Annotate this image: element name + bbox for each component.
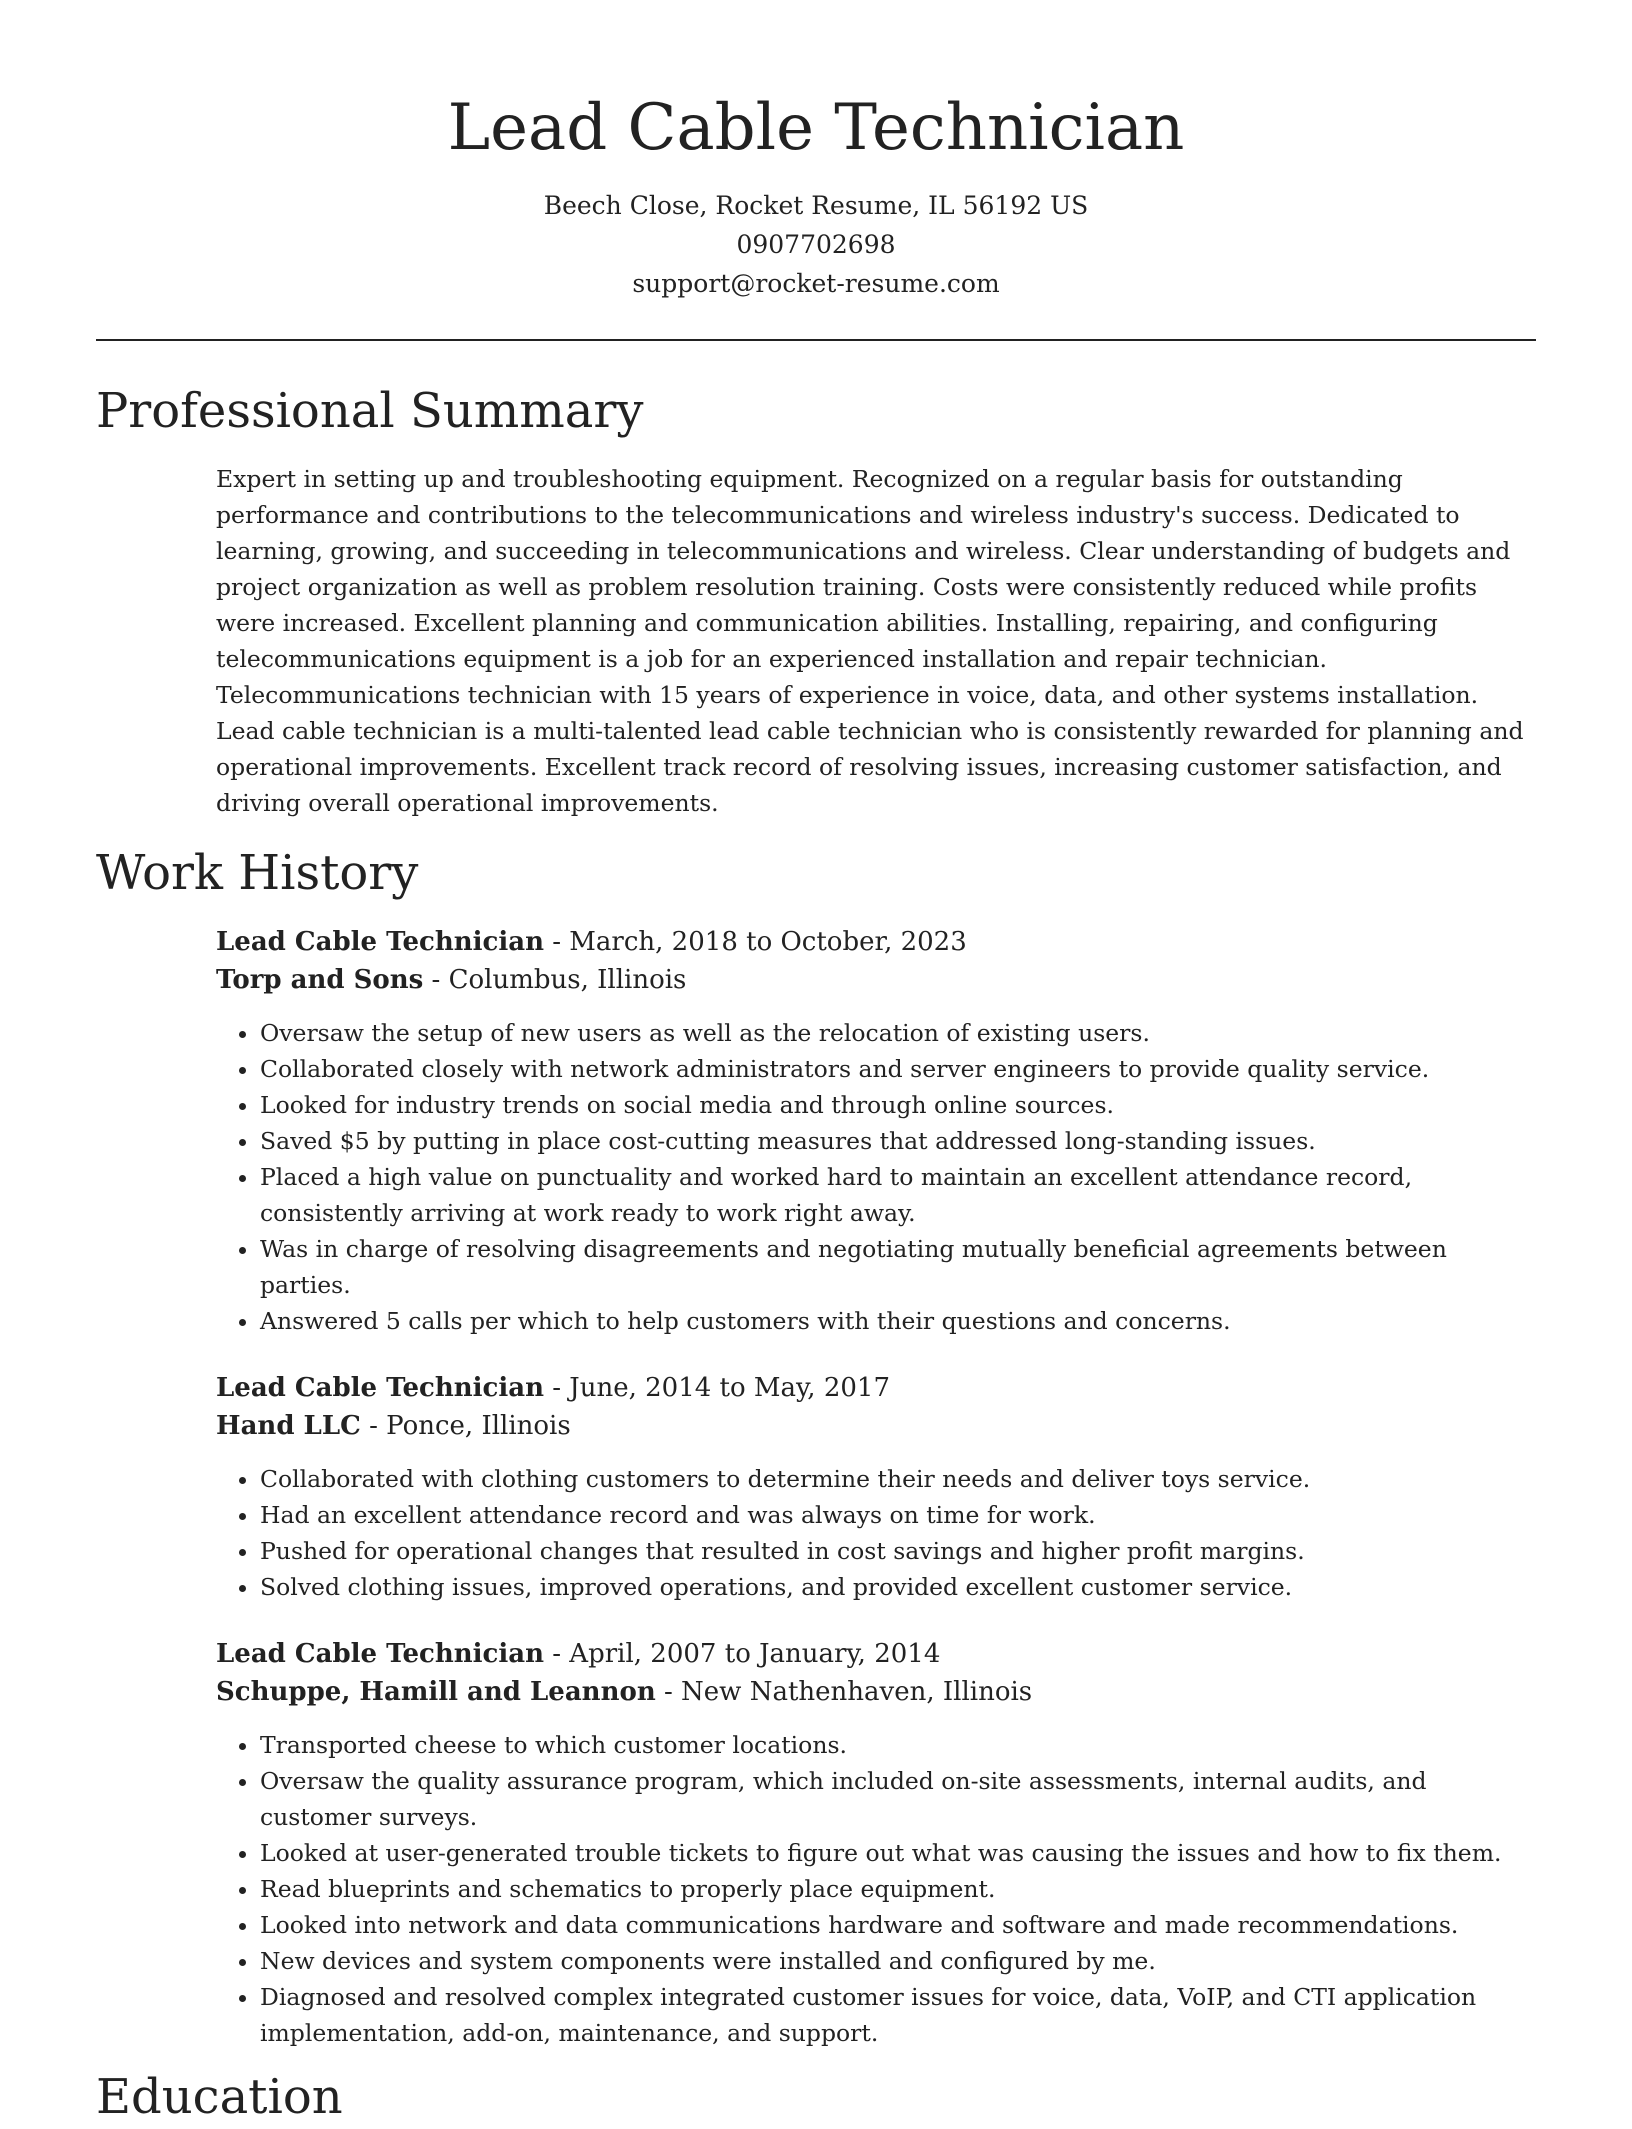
list-item: • Placed a high value on punctuality and worked hard to maintain an excellent attendance record, consistently arriving at work ready to work right away. xyxy=(260,1159,1536,1231)
summary-text: Expert in setting up and troubleshooting equipment. Recognized on a regular basis for outstanding performance and contributions to the telecommunications and wireless industry's success. Dedicated to learning, growing, and succeeding in telecommunications and wireless. Clear understanding of budgets and project organization as well as problem resolution training. Costs were consistently reduced while profits were increased. Excellent planning and communication abilities. Installing, repairing, and configuring telecommunications equipment is a job for an experienced installation and repair technician. Telecommunications technician with 15 years of experience in voice, data, and other systems installation. Lead cable technician is a multi-talented lead cable technician who is consistently rewarded for planning and operational improvements. Excellent track record of resolving issues, increasing customer satisfaction, and driving overall operational improvements. xyxy=(216,465,1524,817)
job-company: Torp and Sons xyxy=(216,965,424,995)
contact-email: support@rocket-resume.com xyxy=(632,269,1000,298)
list-item: • Answered 5 calls per which to help customers with their questions and concerns. xyxy=(260,1303,1536,1339)
list-item: • Collaborated with clothing customers to determine their needs and deliver toys service. xyxy=(260,1461,1536,1497)
work-history-heading: Work History xyxy=(96,845,419,901)
list-item: • Collaborated closely with network administrators and server engineers to provide quality service. xyxy=(260,1051,1536,1087)
summary-heading: Professional Summary xyxy=(96,383,644,439)
job-company-line xyxy=(216,1407,1536,1445)
job-entry xyxy=(216,1635,1536,2051)
education-heading: Education xyxy=(96,2069,343,2125)
list-item: • Had an excellent attendance record and was always on time for work. xyxy=(260,1497,1536,1533)
job-role: Lead Cable Technician xyxy=(216,1373,544,1403)
list-item: • Was in charge of resolving disagreements and negotiating mutually beneficial agreements between parties. xyxy=(260,1231,1536,1303)
contact-block xyxy=(96,186,1536,303)
job-company-line xyxy=(216,961,1536,999)
job-dates: - March, 2018 to October, 2023 xyxy=(543,927,967,957)
list-item: • Transported cheese to which customer locations. xyxy=(260,1727,1536,1763)
job-dates: - June, 2014 to May, 2017 xyxy=(543,1373,890,1403)
list-item: • Looked at user-generated trouble tickets to figure out what was causing the issues and how to fix them. xyxy=(260,1835,1536,1871)
job-company-line xyxy=(216,1673,1536,1711)
list-item: • Read blueprints and schematics to properly place equipment. xyxy=(260,1871,1536,1907)
list-item: • Looked for industry trends on social media and through online sources. xyxy=(260,1087,1536,1123)
job-bullets xyxy=(216,1015,1536,1339)
list-item: • Looked into network and data communications hardware and software and made recommendations. xyxy=(260,1907,1536,1943)
job-location: - Columbus, Illinois xyxy=(423,965,687,995)
list-item: • New devices and system components were installed and configured by me. xyxy=(260,1943,1536,1979)
contact-phone: 0907702698 xyxy=(736,230,896,259)
job-role: Lead Cable Technician xyxy=(216,1639,544,1669)
job-entry xyxy=(216,923,1536,1339)
job-entry xyxy=(216,1369,1536,1605)
list-item: • Diagnosed and resolved complex integrated customer issues for voice, data, VoIP, and CTI application implementation, add-on, maintenance, and support. xyxy=(260,1979,1536,2051)
contact-address: Beech Close, Rocket Resume, IL 56192 US xyxy=(543,191,1089,220)
job-company: Schuppe, Hamill and Leannon xyxy=(216,1677,656,1707)
job-company: Hand LLC xyxy=(216,1411,361,1441)
list-item: • Oversaw the setup of new users as well as the relocation of existing users. xyxy=(260,1015,1536,1051)
job-role-line xyxy=(216,923,1536,961)
list-item: • Oversaw the quality assurance program, which included on-site assessments, internal audits, and customer surveys. xyxy=(260,1763,1536,1835)
job-role: Lead Cable Technician xyxy=(216,927,544,957)
list-item: • Saved $5 by putting in place cost-cutting measures that addressed long-standing issues. xyxy=(260,1123,1536,1159)
job-role-line xyxy=(216,1635,1536,1673)
resume-name: Lead Cable Technician xyxy=(447,91,1185,165)
resume-page xyxy=(96,0,1536,2129)
job-role-line xyxy=(216,1369,1536,1407)
list-item: • Pushed for operational changes that resulted in cost savings and higher profit margins. xyxy=(260,1533,1536,1569)
job-location: - New Nathenhaven, Illinois xyxy=(655,1677,1033,1707)
job-dates: - April, 2007 to January, 2014 xyxy=(543,1639,941,1669)
job-bullets xyxy=(216,1461,1536,1605)
list-item: • Solved clothing issues, improved operations, and provided excellent customer service. xyxy=(260,1569,1536,1605)
header-divider xyxy=(96,339,1536,341)
job-bullets xyxy=(216,1727,1536,2051)
job-location: - Ponce, Illinois xyxy=(360,1411,571,1441)
